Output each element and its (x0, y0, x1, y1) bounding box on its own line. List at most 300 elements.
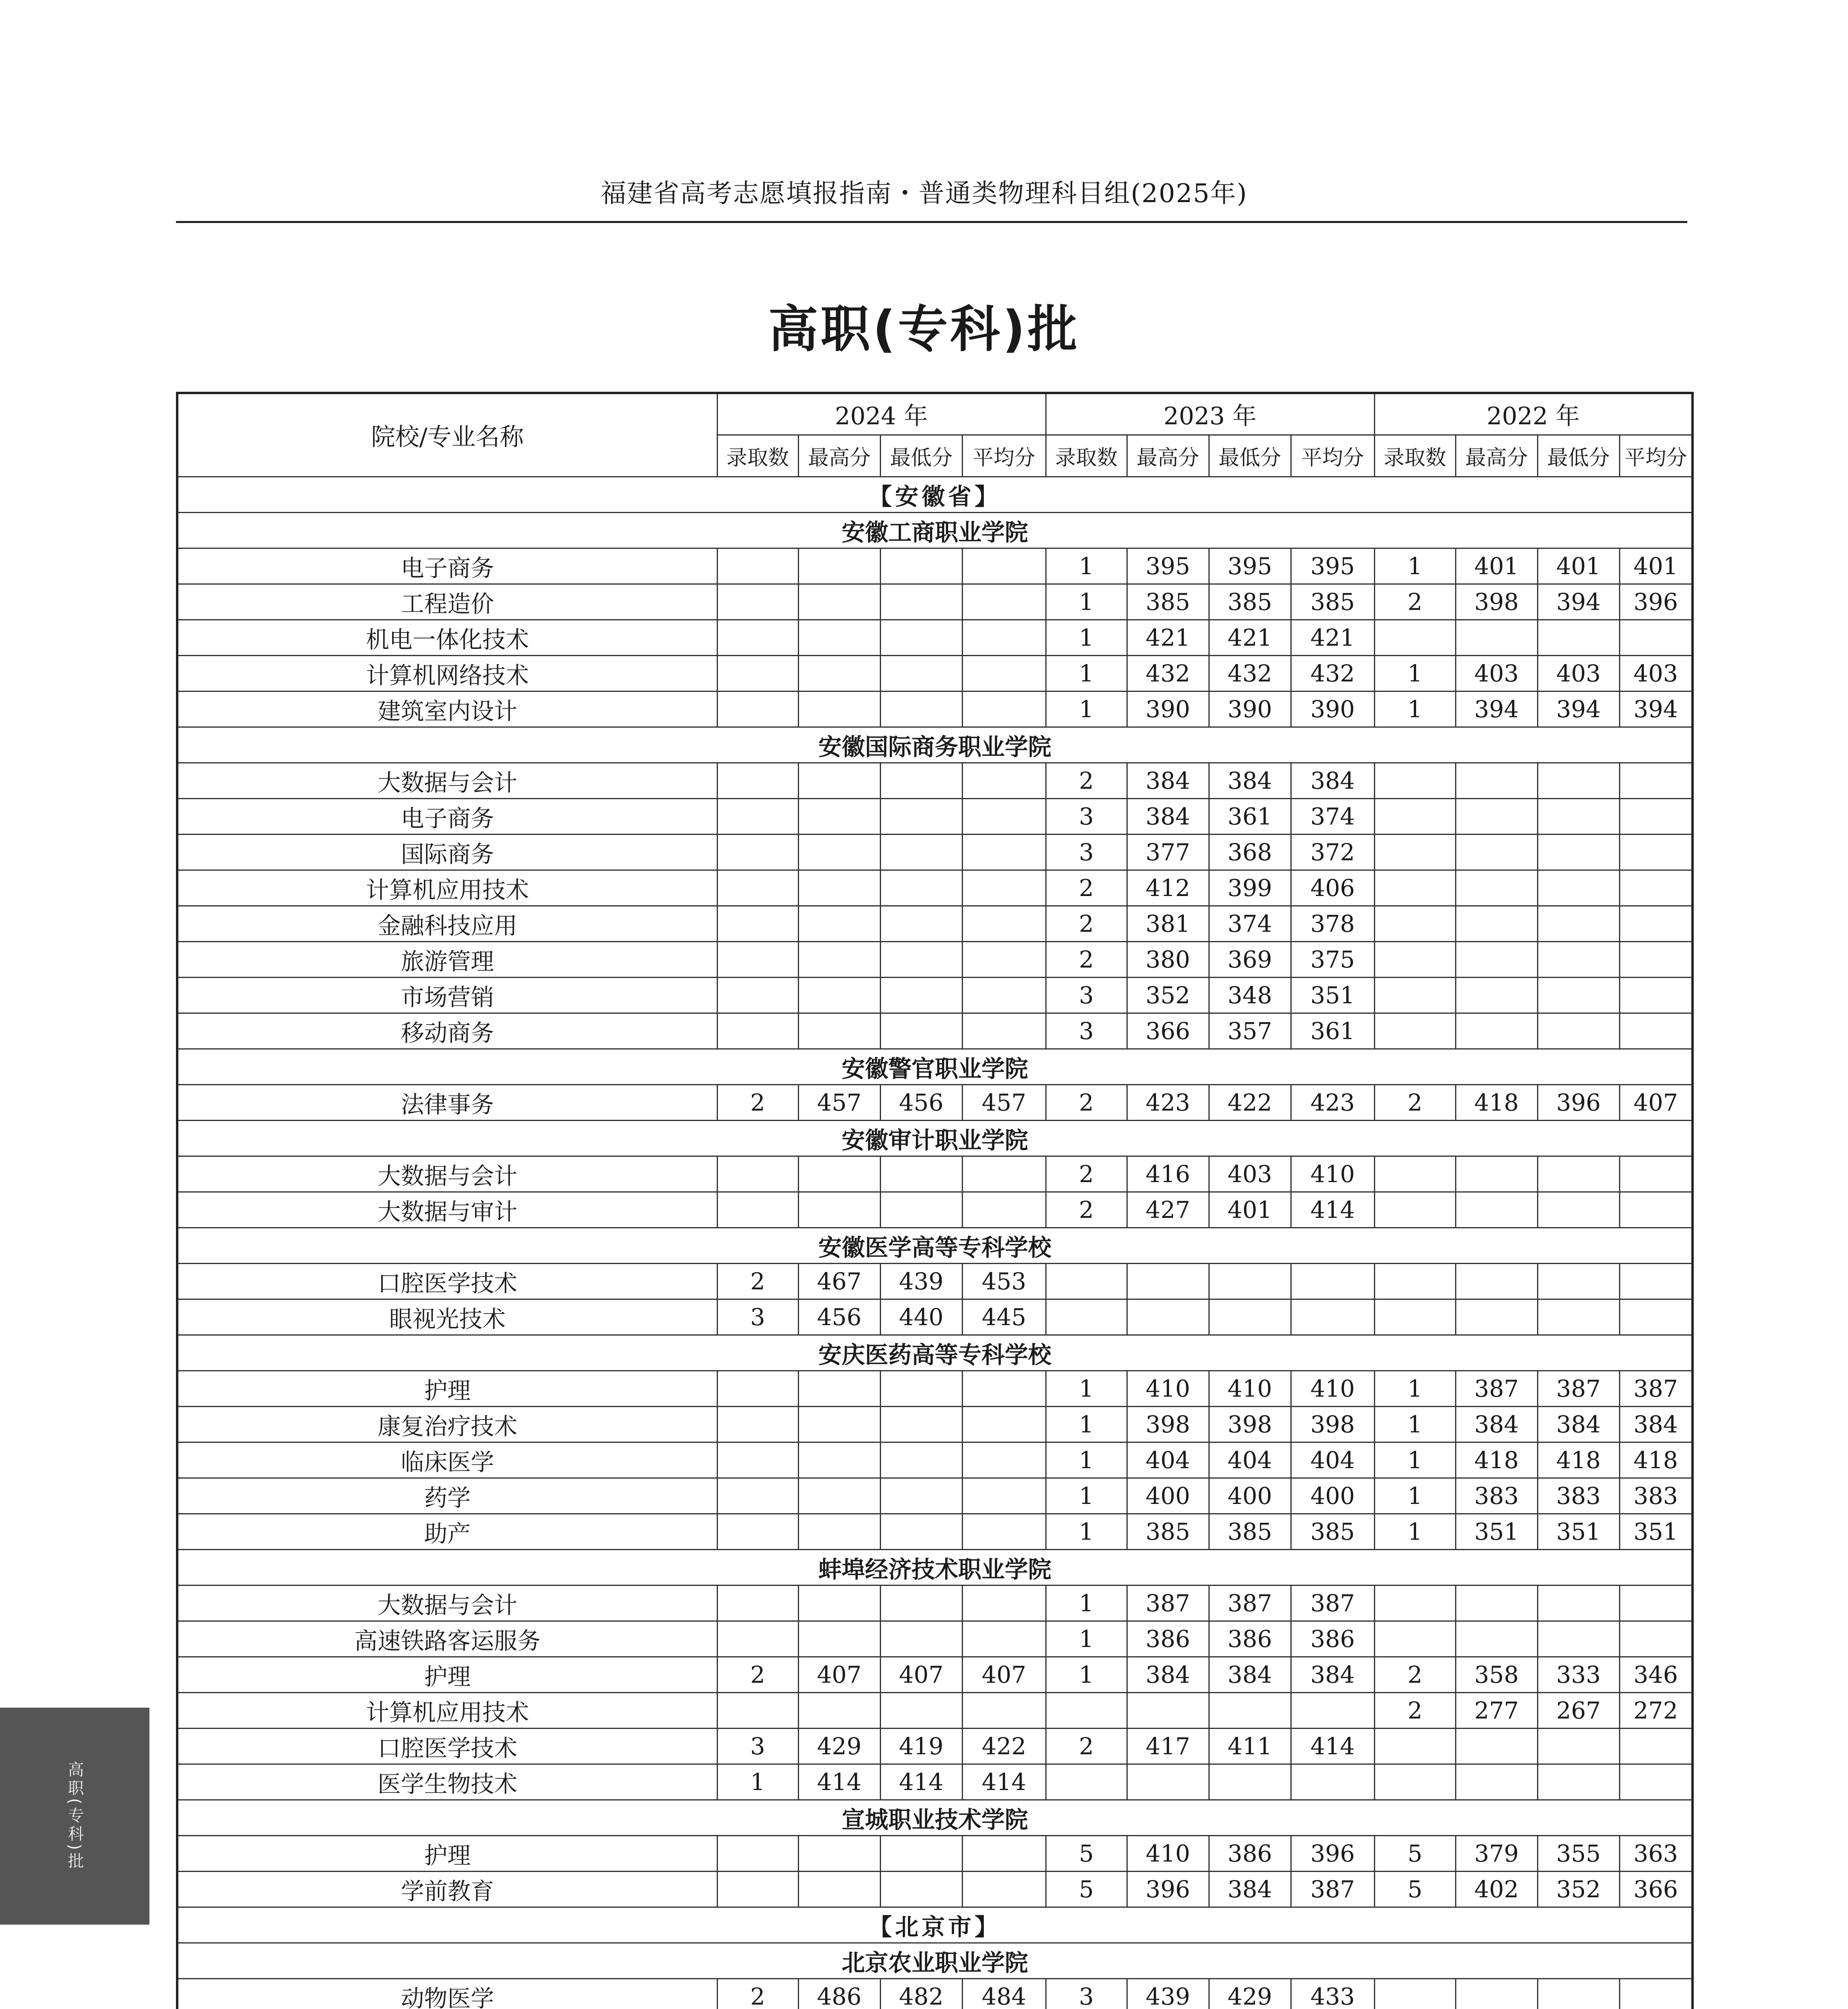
score-cell: 3 (717, 1299, 798, 1335)
score-cell (880, 1192, 962, 1227)
score-cell: 1 (1374, 1478, 1456, 1514)
score-cell (1456, 1299, 1537, 1335)
score-cell (1291, 1764, 1374, 1800)
score-cell (1619, 834, 1693, 870)
score-cell (962, 834, 1046, 870)
score-cell: 403 (1456, 655, 1537, 691)
score-cell: 432 (1127, 655, 1209, 691)
table-row (177, 834, 1693, 870)
score-cell: 418 (1456, 1084, 1537, 1120)
score-cell: 453 (962, 1263, 1046, 1299)
score-cell: 352 (1537, 1871, 1619, 1907)
score-cell: 390 (1127, 691, 1209, 727)
score-cell: 414 (1291, 1192, 1374, 1227)
province-row (177, 477, 1693, 512)
score-cell: 400 (1291, 1478, 1374, 1514)
province-row (177, 1907, 1693, 1943)
score-cell (880, 977, 962, 1013)
table-row (177, 763, 1693, 798)
score-cell: 2 (1374, 1084, 1456, 1120)
school-name: 安徽国际商务职业学院 (177, 727, 1693, 763)
score-cell: 381 (1127, 906, 1209, 941)
score-cell (962, 620, 1046, 655)
score-cell (962, 1835, 1046, 1871)
admissions-table (176, 392, 1694, 2009)
side-tab-label: 高职(专科)批 (65, 1761, 84, 1871)
score-cell: 2 (1046, 1084, 1127, 1120)
score-cell: 390 (1209, 691, 1291, 727)
score-cell: 3 (717, 1728, 798, 1764)
major-name: 大数据与会计 (177, 1156, 717, 1192)
major-name: 建筑室内设计 (177, 691, 717, 727)
score-cell (1619, 798, 1693, 834)
score-cell: 1 (1046, 1442, 1127, 1478)
score-cell (717, 1442, 798, 1478)
table-row (177, 620, 1693, 655)
score-cell: 386 (1209, 1621, 1291, 1657)
score-cell: 445 (962, 1299, 1046, 1335)
score-cell (717, 1514, 798, 1549)
school-row (177, 1943, 1693, 1978)
year-header-2022: 2022 年 (1374, 393, 1693, 435)
score-cell: 387 (1209, 1585, 1291, 1621)
score-cell (717, 1835, 798, 1871)
score-cell: 384 (1537, 1406, 1619, 1442)
score-cell: 2 (1046, 1192, 1127, 1227)
score-cell (962, 1156, 1046, 1192)
score-cell: 398 (1456, 584, 1537, 620)
score-cell: 351 (1537, 1514, 1619, 1549)
score-cell (1537, 1764, 1619, 1800)
score-cell: 482 (880, 1978, 962, 2009)
table-row (177, 870, 1693, 906)
score-cell: 384 (1209, 1871, 1291, 1907)
score-cell: 396 (1291, 1835, 1374, 1871)
school-name: 蚌埠经济技术职业学院 (177, 1549, 1693, 1585)
score-cell (1456, 798, 1537, 834)
score-cell (962, 584, 1046, 620)
score-cell: 1 (1374, 691, 1456, 727)
metric-header: 最低分 (1537, 435, 1619, 477)
score-cell: 378 (1291, 906, 1374, 941)
score-cell (1537, 620, 1619, 655)
metric-header: 最高分 (1127, 435, 1209, 477)
score-cell (1619, 1263, 1693, 1299)
score-cell (962, 1371, 1046, 1406)
score-cell (798, 941, 880, 977)
major-name: 法律事务 (177, 1084, 717, 1120)
score-cell (798, 870, 880, 906)
year-header-row (177, 393, 1693, 435)
score-cell (1456, 834, 1537, 870)
score-cell: 407 (1619, 1084, 1693, 1120)
score-cell: 486 (798, 1978, 880, 2009)
score-cell: 421 (1127, 620, 1209, 655)
score-cell: 394 (1537, 691, 1619, 727)
score-cell (1291, 1299, 1374, 1335)
score-cell: 387 (1291, 1585, 1374, 1621)
score-cell (962, 870, 1046, 906)
table-row (177, 1764, 1693, 1800)
score-cell: 387 (1291, 1871, 1374, 1907)
score-cell (798, 1585, 880, 1621)
score-cell (1127, 1299, 1209, 1335)
score-cell (1537, 1192, 1619, 1227)
score-cell: 2 (1046, 870, 1127, 906)
score-cell: 407 (798, 1657, 880, 1692)
score-cell: 387 (1537, 1371, 1619, 1406)
score-cell: 423 (1127, 1084, 1209, 1120)
score-cell (1619, 906, 1693, 941)
score-cell: 396 (1619, 584, 1693, 620)
score-cell (717, 941, 798, 977)
major-name: 大数据与审计 (177, 1192, 717, 1227)
major-name: 药学 (177, 1478, 717, 1514)
score-cell: 1 (1046, 1406, 1127, 1442)
year-header-2024: 2024 年 (717, 393, 1046, 435)
major-name: 助产 (177, 1514, 717, 1549)
school-row (177, 1800, 1693, 1835)
score-cell (1209, 1263, 1291, 1299)
score-cell (1046, 1299, 1127, 1335)
score-cell (1374, 1585, 1456, 1621)
score-cell (717, 1156, 798, 1192)
score-cell: 429 (798, 1728, 880, 1764)
score-cell: 439 (1127, 1978, 1209, 2009)
score-cell: 1 (1046, 655, 1127, 691)
major-name: 口腔医学技术 (177, 1728, 717, 1764)
score-cell (1374, 1192, 1456, 1227)
score-cell: 419 (880, 1728, 962, 1764)
major-name: 护理 (177, 1835, 717, 1871)
score-cell: 3 (1046, 798, 1127, 834)
score-cell: 5 (1046, 1835, 1127, 1871)
major-name: 计算机应用技术 (177, 1692, 717, 1728)
score-cell: 394 (1456, 691, 1537, 727)
score-cell (880, 906, 962, 941)
score-cell: 414 (962, 1764, 1046, 1800)
major-name: 计算机应用技术 (177, 870, 717, 906)
score-cell (1456, 870, 1537, 906)
score-cell (880, 1692, 962, 1728)
score-cell: 414 (1291, 1728, 1374, 1764)
score-cell: 3 (1046, 977, 1127, 1013)
major-name: 电子商务 (177, 548, 717, 584)
score-cell: 2 (717, 1084, 798, 1120)
score-cell: 395 (1209, 548, 1291, 584)
major-name: 口腔医学技术 (177, 1263, 717, 1299)
score-cell (717, 1478, 798, 1514)
score-cell: 351 (1619, 1514, 1693, 1549)
score-cell (1619, 870, 1693, 906)
score-cell: 411 (1209, 1728, 1291, 1764)
score-cell (1537, 977, 1619, 1013)
score-cell: 379 (1456, 1835, 1537, 1871)
score-cell: 400 (1127, 1478, 1209, 1514)
score-cell: 422 (1209, 1084, 1291, 1120)
score-cell: 383 (1456, 1478, 1537, 1514)
score-cell: 398 (1291, 1406, 1374, 1442)
score-cell: 1 (1046, 1478, 1127, 1514)
score-cell: 410 (1127, 1835, 1209, 1871)
score-cell (962, 1585, 1046, 1621)
school-name: 安庆医药高等专科学校 (177, 1335, 1693, 1371)
score-cell: 387 (1619, 1371, 1693, 1406)
table-body (177, 477, 1693, 2009)
score-cell (1209, 1764, 1291, 1800)
score-cell: 457 (798, 1084, 880, 1120)
score-cell (717, 1013, 798, 1049)
score-cell: 394 (1537, 584, 1619, 620)
major-name: 康复治疗技术 (177, 1406, 717, 1442)
score-cell: 352 (1127, 977, 1209, 1013)
score-cell: 1 (1046, 548, 1127, 584)
score-cell (1456, 941, 1537, 977)
major-name: 护理 (177, 1657, 717, 1692)
score-cell (962, 1442, 1046, 1478)
score-cell (880, 548, 962, 584)
score-cell: 403 (1537, 655, 1619, 691)
score-cell: 358 (1456, 1657, 1537, 1692)
score-cell: 366 (1619, 1871, 1693, 1907)
score-cell (1456, 1764, 1537, 1800)
running-header: 福建省高考志愿填报指南・普通类物理科目组(2025年) (600, 179, 1248, 209)
score-cell (798, 763, 880, 798)
major-name: 旅游管理 (177, 941, 717, 977)
score-cell (1046, 1692, 1127, 1728)
score-cell: 417 (1127, 1728, 1209, 1764)
major-name: 市场营销 (177, 977, 717, 1013)
table-row (177, 1621, 1693, 1657)
score-cell (880, 584, 962, 620)
score-cell (880, 1478, 962, 1514)
score-cell (880, 1871, 962, 1907)
table-row (177, 1728, 1693, 1764)
score-cell: 372 (1291, 834, 1374, 870)
score-cell (1456, 977, 1537, 1013)
score-cell (1619, 620, 1693, 655)
score-cell: 5 (1374, 1835, 1456, 1871)
score-cell (798, 1478, 880, 1514)
table-row (177, 941, 1693, 977)
score-cell: 1 (1374, 548, 1456, 584)
score-cell (717, 620, 798, 655)
score-cell: 402 (1456, 1871, 1537, 1907)
score-cell: 384 (1291, 1657, 1374, 1692)
score-cell (1209, 1692, 1291, 1728)
score-cell: 394 (1619, 691, 1693, 727)
major-name: 眼视光技术 (177, 1299, 717, 1335)
score-cell (962, 691, 1046, 727)
score-cell (1456, 1728, 1537, 1764)
major-name: 临床医学 (177, 1442, 717, 1478)
score-cell: 1 (717, 1764, 798, 1800)
metric-header: 录取数 (1046, 435, 1127, 477)
score-cell (962, 655, 1046, 691)
score-cell: 351 (1291, 977, 1374, 1013)
score-cell (1619, 1728, 1693, 1764)
score-cell (1456, 906, 1537, 941)
score-cell (1046, 1263, 1127, 1299)
score-cell (798, 1514, 880, 1549)
score-cell: 418 (1619, 1442, 1693, 1478)
score-cell (1374, 834, 1456, 870)
school-row (177, 1227, 1693, 1263)
score-cell: 1 (1374, 1371, 1456, 1406)
score-cell: 410 (1127, 1371, 1209, 1406)
score-cell (880, 1406, 962, 1442)
side-tab (0, 1708, 149, 1925)
score-cell: 401 (1619, 548, 1693, 584)
score-cell: 412 (1127, 870, 1209, 906)
score-cell: 484 (962, 1978, 1046, 2009)
score-cell (1619, 1192, 1693, 1227)
score-cell (717, 906, 798, 941)
score-cell: 456 (798, 1299, 880, 1335)
score-cell: 396 (1127, 1871, 1209, 1907)
major-name: 动物医学 (177, 1978, 717, 2009)
score-cell (717, 584, 798, 620)
score-cell (798, 1156, 880, 1192)
score-cell: 439 (880, 1263, 962, 1299)
score-cell (717, 655, 798, 691)
score-cell: 386 (1127, 1621, 1209, 1657)
score-cell (1291, 1692, 1374, 1728)
score-cell: 363 (1619, 1835, 1693, 1871)
score-cell (1127, 1764, 1209, 1800)
table-row (177, 584, 1693, 620)
score-cell (1537, 941, 1619, 977)
score-cell: 384 (1619, 1406, 1693, 1442)
score-cell: 385 (1127, 584, 1209, 620)
score-cell: 401 (1456, 548, 1537, 584)
score-cell (798, 977, 880, 1013)
score-cell (880, 941, 962, 977)
score-cell: 361 (1291, 1013, 1374, 1049)
score-cell (717, 1871, 798, 1907)
score-cell (880, 1442, 962, 1478)
score-cell (1619, 1299, 1693, 1335)
score-cell: 421 (1291, 620, 1374, 655)
score-cell (880, 1013, 962, 1049)
score-cell: 410 (1209, 1371, 1291, 1406)
score-cell: 357 (1209, 1013, 1291, 1049)
score-cell (1537, 906, 1619, 941)
score-cell (1456, 1156, 1537, 1192)
score-cell (962, 977, 1046, 1013)
table-row (177, 1156, 1693, 1192)
school-row (177, 512, 1693, 548)
score-cell (1537, 1299, 1619, 1335)
score-cell (1537, 763, 1619, 798)
score-cell: 410 (1291, 1371, 1374, 1406)
score-cell: 432 (1209, 655, 1291, 691)
score-cell: 467 (798, 1263, 880, 1299)
score-cell (962, 1692, 1046, 1728)
score-cell: 384 (1127, 1657, 1209, 1692)
score-cell (1374, 1978, 1456, 2009)
score-cell: 5 (1046, 1871, 1127, 1907)
score-cell (798, 548, 880, 584)
table-row (177, 1299, 1693, 1335)
score-cell (1619, 1156, 1693, 1192)
score-cell: 396 (1537, 1084, 1619, 1120)
score-cell: 399 (1209, 870, 1291, 906)
table-row (177, 1263, 1693, 1299)
school-name: 安徽医学高等专科学校 (177, 1227, 1693, 1263)
score-cell (798, 1013, 880, 1049)
score-cell: 421 (1209, 620, 1291, 655)
score-cell: 410 (1291, 1156, 1374, 1192)
score-cell (1619, 1621, 1693, 1657)
score-cell: 3 (1046, 1013, 1127, 1049)
score-cell (798, 620, 880, 655)
table-row (177, 977, 1693, 1013)
score-cell (962, 548, 1046, 584)
major-name: 电子商务 (177, 798, 717, 834)
score-cell: 403 (1619, 655, 1693, 691)
score-cell (1456, 1192, 1537, 1227)
score-cell: 401 (1209, 1192, 1291, 1227)
score-cell (880, 655, 962, 691)
score-cell: 351 (1456, 1514, 1537, 1549)
score-cell: 2 (1374, 1692, 1456, 1728)
score-cell: 267 (1537, 1692, 1619, 1728)
metric-header: 最高分 (798, 435, 880, 477)
score-cell (1537, 1728, 1619, 1764)
score-cell (880, 691, 962, 727)
score-cell: 384 (1209, 763, 1291, 798)
score-cell (1374, 1299, 1456, 1335)
name-column-header: 院校/专业名称 (177, 393, 717, 477)
province-heading: 【北京市】 (177, 1907, 1693, 1943)
score-cell: 456 (880, 1084, 962, 1120)
score-cell: 385 (1291, 1514, 1374, 1549)
score-cell: 385 (1209, 1514, 1291, 1549)
score-cell (962, 1406, 1046, 1442)
school-name: 安徽工商职业学院 (177, 512, 1693, 548)
score-cell: 385 (1209, 584, 1291, 620)
table-row (177, 1585, 1693, 1621)
score-cell: 385 (1127, 1514, 1209, 1549)
table-header (177, 393, 1693, 477)
score-cell (717, 834, 798, 870)
metric-header: 平均分 (1619, 435, 1693, 477)
score-cell: 1 (1046, 1514, 1127, 1549)
school-name: 安徽警官职业学院 (177, 1049, 1693, 1084)
score-cell: 383 (1619, 1478, 1693, 1514)
score-cell: 346 (1619, 1657, 1693, 1692)
score-cell: 374 (1209, 906, 1291, 941)
score-cell: 427 (1127, 1192, 1209, 1227)
score-cell (1537, 1156, 1619, 1192)
score-cell (1456, 1585, 1537, 1621)
score-cell (1619, 1013, 1693, 1049)
score-cell (1374, 1621, 1456, 1657)
score-cell (1374, 1263, 1456, 1299)
score-cell: 422 (962, 1728, 1046, 1764)
score-cell (1374, 941, 1456, 977)
score-cell: 390 (1291, 691, 1374, 727)
score-cell (1209, 1299, 1291, 1335)
score-cell (717, 691, 798, 727)
score-cell (1374, 1013, 1456, 1049)
score-cell: 407 (962, 1657, 1046, 1692)
table-row (177, 1084, 1693, 1120)
score-cell (1374, 1728, 1456, 1764)
major-name: 计算机网络技术 (177, 655, 717, 691)
score-cell: 383 (1537, 1478, 1619, 1514)
